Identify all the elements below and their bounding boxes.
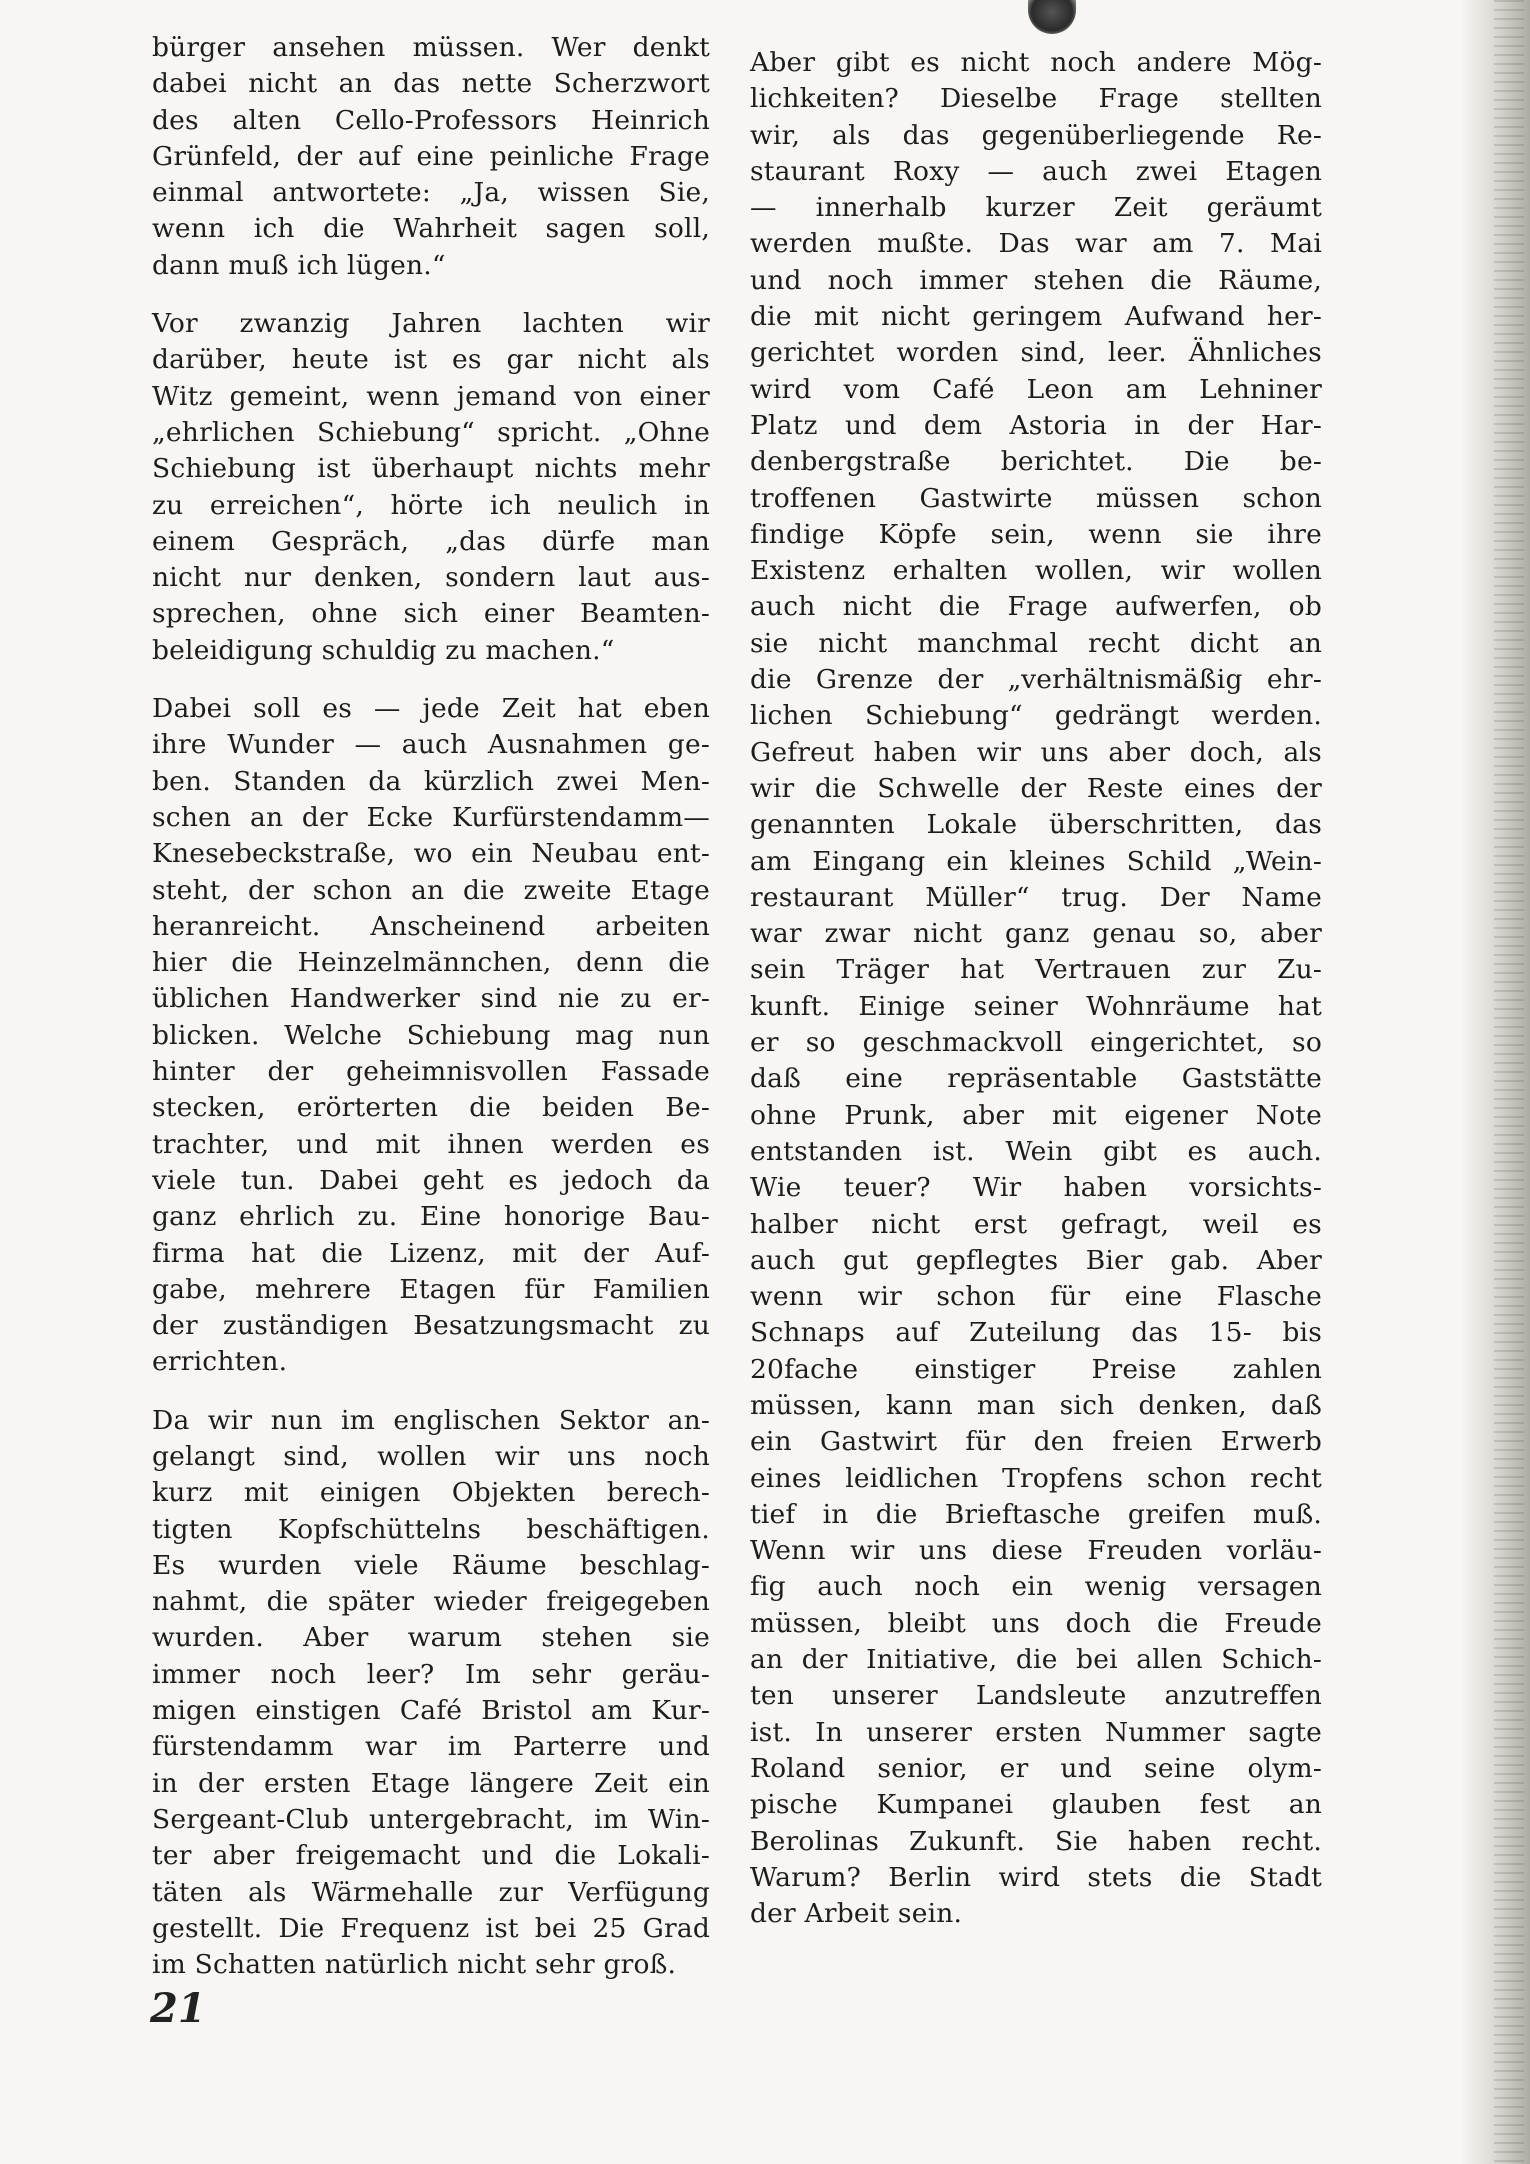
text-line: die mit nicht geringem Aufwand her- <box>750 301 1322 333</box>
text-line: eines leidlichen Tropfens schon recht <box>750 1462 1322 1494</box>
text-line: halber nicht erst gefragt, weil es <box>750 1208 1322 1240</box>
text-line: migen einstigen Café Bristol am Kur- <box>152 1695 710 1727</box>
text-line: nicht nur denken, sondern laut aus- <box>152 562 710 594</box>
text-line: Wie teuer? Wir haben vorsichts- <box>750 1172 1322 1204</box>
text-line: täten als Wärmehalle zur Verfügung <box>152 1876 710 1908</box>
text-line: wir, als das gegenüberliegende Re- <box>750 119 1322 151</box>
text-line: sie nicht manchmal recht dicht an <box>750 627 1322 659</box>
text-line: am Eingang ein kleines Schild „Wein- <box>750 845 1322 877</box>
text-line: daß eine repräsentable Gaststätte <box>750 1063 1322 1095</box>
text-line: wurden. Aber warum stehen sie <box>152 1622 710 1654</box>
text-line: fig auch noch ein wenig versagen <box>750 1571 1322 1603</box>
text-line: Witz gemeint, wenn jemand von einer <box>152 380 710 412</box>
text-line: Wenn wir uns diese Freuden vorläu- <box>750 1535 1322 1567</box>
text-line: lichkeiten? Dieselbe Frage stellten <box>750 83 1322 115</box>
text-line: schen an der Ecke Kurfürstendamm— <box>152 801 710 833</box>
text-line: sprechen, ohne sich einer Beamten- <box>152 598 710 630</box>
text-line: Da wir nun im englischen Sektor an- <box>152 1404 710 1436</box>
text-line: bürger ansehen müssen. Wer denkt <box>152 32 710 63</box>
text-line: der Arbeit sein. <box>750 1898 963 1930</box>
text-line: fürstendamm war im Parterre und <box>152 1731 710 1763</box>
text-line: wenn ich die Wahrheit sagen soll, <box>152 213 710 245</box>
text-line: findige Köpfe sein, wenn sie ihre <box>750 518 1322 550</box>
text-line: Warum? Berlin wird stets die Stadt <box>750 1861 1322 1893</box>
text-line: an der Initiative, die bei allen Schich- <box>750 1644 1322 1676</box>
text-line: in der ersten Etage längere Zeit ein <box>152 1767 710 1799</box>
text-line: genannten Lokale überschritten, das <box>750 809 1322 841</box>
text-line: darüber, heute ist es gar nicht als <box>152 344 710 376</box>
text-line: ganz ehrlich zu. Eine honorige Bau- <box>152 1201 710 1233</box>
text-line: ben. Standen da kürzlich zwei Men- <box>152 765 710 797</box>
text-line: müssen, kann man sich denken, daß <box>750 1389 1322 1421</box>
right-text-column <box>750 45 1322 1954</box>
text-line: staurant Roxy — auch zwei Etagen <box>750 155 1322 187</box>
text-line: tigten Kopfschüttelns beschäftigen. <box>152 1513 710 1545</box>
text-line: wird vom Café Leon am Lehniner <box>750 373 1322 405</box>
text-line: Roland senior, er und seine olym- <box>750 1752 1322 1784</box>
text-line: sein Träger hat Vertrauen zur Zu- <box>750 954 1322 986</box>
text-line: ihre Wunder — auch Ausnahmen ge- <box>152 729 710 761</box>
text-line: ohne Prunk, aber mit eigener Note <box>750 1099 1322 1131</box>
text-line: tief in die Brieftasche greifen muß. <box>750 1498 1322 1530</box>
text-line: Sergeant-Club untergebracht, im Win- <box>152 1803 710 1835</box>
text-line: gerichtet worden sind, leer. Ähnliches <box>750 337 1322 369</box>
text-line: beleidigung schuldig zu machen.“ <box>152 634 615 666</box>
left-text-column <box>152 30 710 2005</box>
paragraph <box>750 45 1322 1932</box>
text-line: — innerhalb kurzer Zeit geräumt <box>750 192 1322 224</box>
text-line: die Grenze der „verhältnismäßig ehr- <box>750 664 1322 696</box>
text-line: kurz mit einigen Objekten berech- <box>152 1477 710 1509</box>
paragraph <box>152 1403 710 1984</box>
text-line: Berolinas Zukunft. Sie haben recht. <box>750 1825 1322 1857</box>
text-line: des alten Cello-Professors Heinrich <box>152 104 710 136</box>
text-line: errichten. <box>152 1346 288 1378</box>
page-edge-texture <box>1494 0 1524 2164</box>
text-line: trachter, und mit ihnen werden es <box>152 1128 710 1160</box>
text-line: einem Gespräch, „das dürfe man <box>152 525 710 557</box>
text-line: denbergstraße berichtet. Die be- <box>750 446 1322 478</box>
binding-hole-mark <box>1028 0 1076 34</box>
text-line: gelangt sind, wollen wir uns noch <box>152 1440 710 1472</box>
text-line: 20fache einstiger Preise zahlen <box>750 1353 1322 1385</box>
text-line: blicken. Welche Schiebung mag nun <box>152 1019 710 1051</box>
text-line: restaurant Müller“ trug. Der Name <box>750 881 1322 913</box>
text-line: und noch immer stehen die Räume, <box>750 264 1322 296</box>
text-line: kunft. Einige seiner Wohnräume hat <box>750 990 1322 1022</box>
text-line: pische Kumpanei glauben fest an <box>750 1789 1322 1821</box>
text-line: der zuständigen Besatzungsmacht zu <box>152 1310 710 1342</box>
text-line: ter aber freigemacht und die Lokali- <box>152 1840 710 1872</box>
text-line: hier die Heinzelmännchen, denn die <box>152 947 710 979</box>
text-line: werden mußte. Das war am 7. Mai <box>750 228 1322 260</box>
paragraph <box>152 691 710 1381</box>
text-line: Dabei soll es — jede Zeit hat eben <box>152 693 710 725</box>
text-line: üblichen Handwerker sind nie zu er- <box>152 983 710 1015</box>
text-line: Vor zwanzig Jahren lachten wir <box>152 308 710 340</box>
paragraph <box>152 30 710 284</box>
text-line: troffenen Gastwirte müssen schon <box>750 482 1322 514</box>
text-line: wenn wir schon für eine Flasche <box>750 1281 1322 1313</box>
text-line: war zwar nicht ganz genau so, aber <box>750 918 1322 950</box>
text-line: dabei nicht an das nette Scherzwort <box>152 68 710 100</box>
text-line: müssen, bleibt uns doch die Freude <box>750 1607 1322 1639</box>
paragraph <box>152 306 710 669</box>
text-line: gestellt. Die Frequenz ist bei 25 Grad <box>152 1912 710 1944</box>
page-number: 21 <box>150 1985 206 2032</box>
text-line: stecken, erörterten die beiden Be- <box>152 1092 710 1124</box>
text-line: Es wurden viele Räume beschlag- <box>152 1549 710 1581</box>
text-line: Schnaps auf Zuteilung das 15- bis <box>750 1317 1322 1349</box>
text-line: Grünfeld, der auf eine peinliche Frage <box>152 140 710 172</box>
text-line: Platz und dem Astoria in der Har- <box>750 409 1322 441</box>
text-line: steht, der schon an die zweite Etage <box>152 874 710 906</box>
text-line: gabe, mehrere Etagen für Familien <box>152 1273 710 1305</box>
text-line: er so geschmackvoll eingerichtet, so <box>750 1027 1322 1059</box>
text-line: Existenz erhalten wollen, wir wollen <box>750 555 1322 587</box>
text-line: Gefreut haben wir uns aber doch, als <box>750 736 1322 768</box>
text-line: ein Gastwirt für den freien Erwerb <box>750 1426 1322 1458</box>
text-line: dann muß ich lügen.“ <box>152 249 446 281</box>
text-line: auch nicht die Frage aufwerfen, ob <box>750 591 1322 623</box>
text-line: zu erreichen“, hörte ich neulich in <box>152 489 710 521</box>
text-line: hinter der geheimnisvollen Fassade <box>152 1056 710 1088</box>
text-line: Knesebeckstraße, wo ein Neubau ent- <box>152 838 710 870</box>
text-line: ist. In unserer ersten Nummer sagte <box>750 1716 1322 1748</box>
text-line: firma hat die Lizenz, mit der Auf- <box>152 1237 710 1269</box>
text-line: Aber gibt es nicht noch andere Mög- <box>750 47 1322 78</box>
text-line: viele tun. Dabei geht es jedoch da <box>152 1164 710 1196</box>
text-line: immer noch leer? Im sehr geräu- <box>152 1658 710 1690</box>
text-line: „ehrlichen Schiebung“ spricht. „Ohne <box>152 416 710 448</box>
text-line: im Schatten natürlich nicht sehr groß. <box>152 1949 677 1981</box>
text-line: auch gut gepflegtes Bier gab. Aber <box>750 1244 1322 1276</box>
text-line: nahmt, die später wieder freigegeben <box>152 1586 710 1618</box>
text-line: entstanden ist. Wein gibt es auch. <box>750 1135 1322 1167</box>
text-line: Schiebung ist überhaupt nichts mehr <box>152 453 710 485</box>
text-line: heranreicht. Anscheinend arbeiten <box>152 910 710 942</box>
text-line: ten unserer Landsleute anzutreffen <box>750 1680 1322 1712</box>
text-line: lichen Schiebung“ gedrängt werden. <box>750 700 1322 732</box>
text-line: einmal antwortete: „Ja, wissen Sie, <box>152 177 710 209</box>
text-line: wir die Schwelle der Reste eines der <box>750 772 1322 804</box>
